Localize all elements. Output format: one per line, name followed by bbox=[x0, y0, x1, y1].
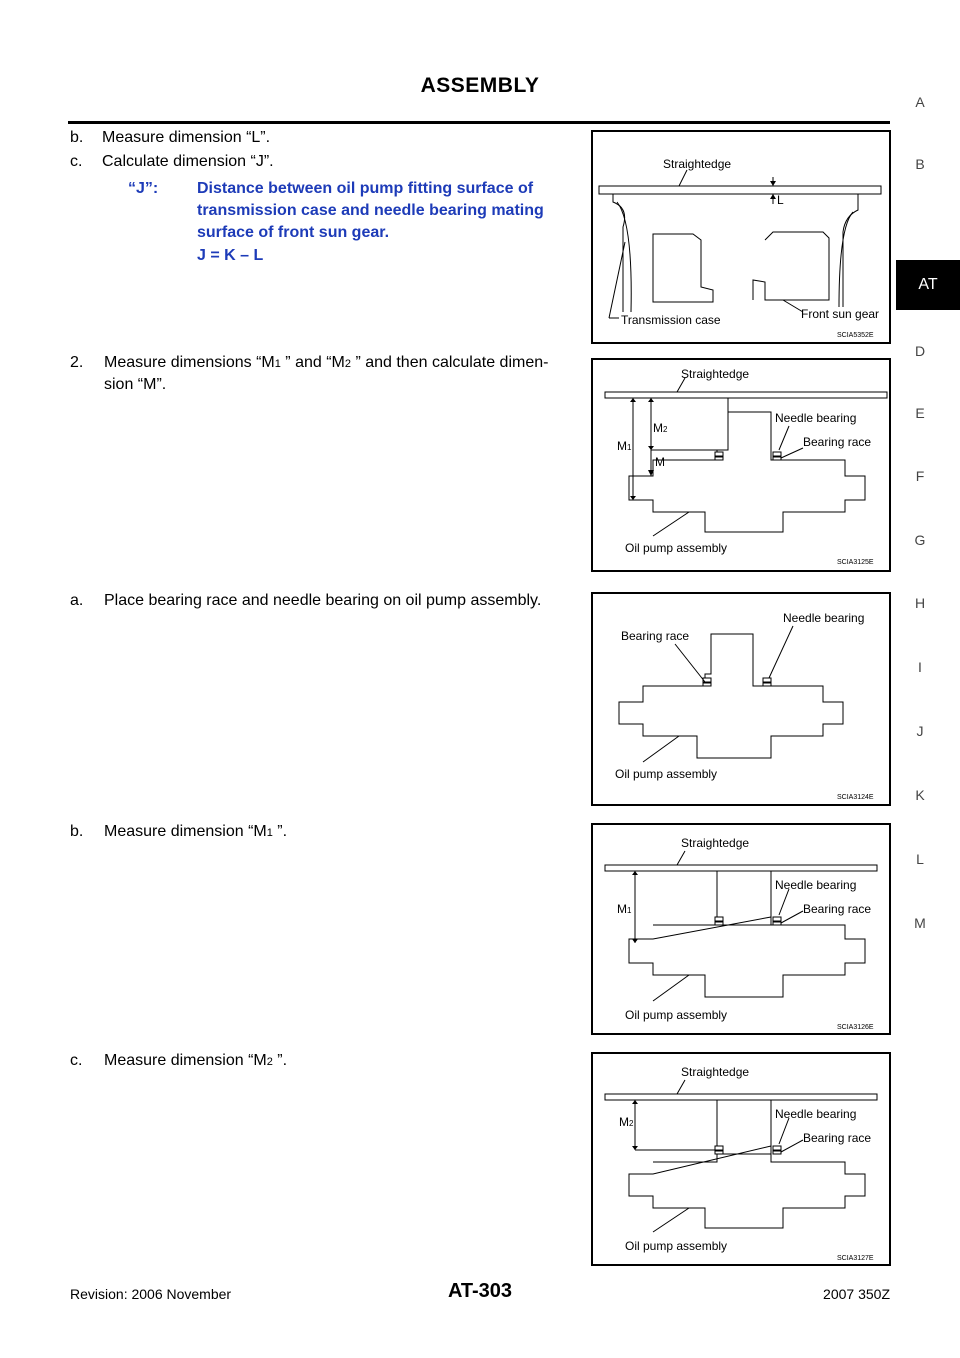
footer-model: 2007 350Z bbox=[823, 1286, 890, 1302]
sidebar-letter-b[interactable]: B bbox=[915, 156, 925, 172]
figure-code: SCIA3124E bbox=[837, 794, 874, 801]
label-front-sun-gear: Front sun gear bbox=[801, 307, 880, 321]
figure-1-drawing bbox=[593, 132, 889, 342]
step-b-measure-m1: b. Measure dimension “M1 ”. bbox=[70, 823, 288, 840]
figure-code: SCIA3126E bbox=[837, 1024, 874, 1031]
label-m1: M1 bbox=[617, 439, 632, 453]
label-transmission-case: Transmission case bbox=[621, 313, 721, 327]
label-bearing-race: Bearing race bbox=[803, 1131, 872, 1145]
label-m2: M2 bbox=[653, 421, 668, 435]
j-definition-term: “J”: bbox=[128, 180, 159, 197]
sidebar-letter-a[interactable]: A bbox=[915, 94, 925, 110]
j-definition-line-1: Distance between oil pump fitting surface of bbox=[197, 180, 534, 197]
sidebar-letter-j[interactable]: J bbox=[916, 723, 924, 739]
label-oil-pump-assembly: Oil pump assembly bbox=[625, 541, 728, 555]
figure-code: SCIA3127E bbox=[837, 1255, 874, 1262]
label-m1: M1 bbox=[617, 902, 632, 916]
sidebar-letter-l[interactable]: L bbox=[916, 851, 924, 867]
figure-code: SCIA5352E bbox=[837, 332, 874, 339]
figure-4-drawing bbox=[593, 825, 889, 1033]
label-straightedge: Straightedge bbox=[681, 1065, 750, 1079]
label-m2: M2 bbox=[619, 1115, 634, 1129]
sidebar-letter-i[interactable]: I bbox=[918, 659, 922, 675]
sidebar-letter-e[interactable]: E bbox=[915, 405, 925, 421]
figure-straightedge-l bbox=[591, 130, 891, 344]
label-m: M bbox=[655, 455, 665, 469]
sidebar-letter-g[interactable]: G bbox=[914, 532, 926, 548]
label-needle-bearing: Needle bearing bbox=[775, 1107, 857, 1121]
step-c-calculate-j: c. Calculate dimension “J”. bbox=[70, 153, 274, 170]
figure-5-drawing bbox=[593, 1054, 889, 1264]
label-bearing-race: Bearing race bbox=[803, 902, 872, 916]
figure-m1-m2-m bbox=[591, 358, 891, 572]
figure-3-drawing bbox=[593, 594, 889, 804]
footer-page-number: AT-303 bbox=[447, 1280, 513, 1302]
label-straightedge: Straightedge bbox=[663, 157, 732, 171]
footer-revision: Revision: 2006 November bbox=[70, 1286, 232, 1302]
sidebar-letter-m[interactable]: M bbox=[914, 915, 926, 931]
sidebar-letter-d[interactable]: D bbox=[914, 343, 926, 359]
label-bearing-race: Bearing race bbox=[621, 629, 690, 643]
label-straightedge: Straightedge bbox=[681, 836, 750, 850]
j-definition-line-2: transmission case and needle bearing mating bbox=[197, 202, 544, 219]
figure-measure-m1 bbox=[591, 823, 891, 1035]
label-oil-pump-assembly: Oil pump assembly bbox=[625, 1008, 728, 1022]
label-oil-pump-assembly: Oil pump assembly bbox=[615, 767, 718, 781]
label-oil-pump-assembly: Oil pump assembly bbox=[625, 1239, 728, 1253]
header-rule bbox=[68, 121, 890, 124]
sidebar-letter-h[interactable]: H bbox=[914, 595, 926, 611]
sidebar-letter-k[interactable]: K bbox=[915, 787, 925, 803]
step-a-place-bearing: a. Place bearing race and needle bearing on oil pump assembly. bbox=[70, 592, 542, 609]
step-c-measure-m2: c. Measure dimension “M2 ”. bbox=[70, 1052, 288, 1069]
step-2-measure-m1-m2: 2. Measure dimensions “M1 ” and “M2 ” and then calculate dimen- bbox=[70, 354, 549, 371]
figure-code: SCIA3125E bbox=[837, 559, 874, 566]
sidebar-letter-f[interactable]: F bbox=[915, 468, 925, 484]
figure-2-drawing bbox=[593, 360, 889, 570]
step-b-measure-l: b. Measure dimension “L”. bbox=[70, 129, 271, 146]
figure-bearing-placement bbox=[591, 592, 891, 806]
sidebar-active-at[interactable]: AT bbox=[896, 260, 960, 310]
label-l: L bbox=[777, 193, 784, 207]
step-2-line-2: sion “M”. bbox=[104, 376, 167, 393]
label-straightedge: Straightedge bbox=[681, 367, 750, 381]
label-bearing-race: Bearing race bbox=[803, 435, 872, 449]
j-formula: J = K – L bbox=[197, 247, 264, 264]
label-needle-bearing: Needle bearing bbox=[775, 411, 857, 425]
page-title: ASSEMBLY bbox=[420, 74, 540, 97]
figure-measure-m2 bbox=[591, 1052, 891, 1266]
label-needle-bearing: Needle bearing bbox=[783, 611, 865, 625]
label-needle-bearing: Needle bearing bbox=[775, 878, 857, 892]
j-definition-line-3: surface of front sun gear. bbox=[197, 224, 390, 241]
